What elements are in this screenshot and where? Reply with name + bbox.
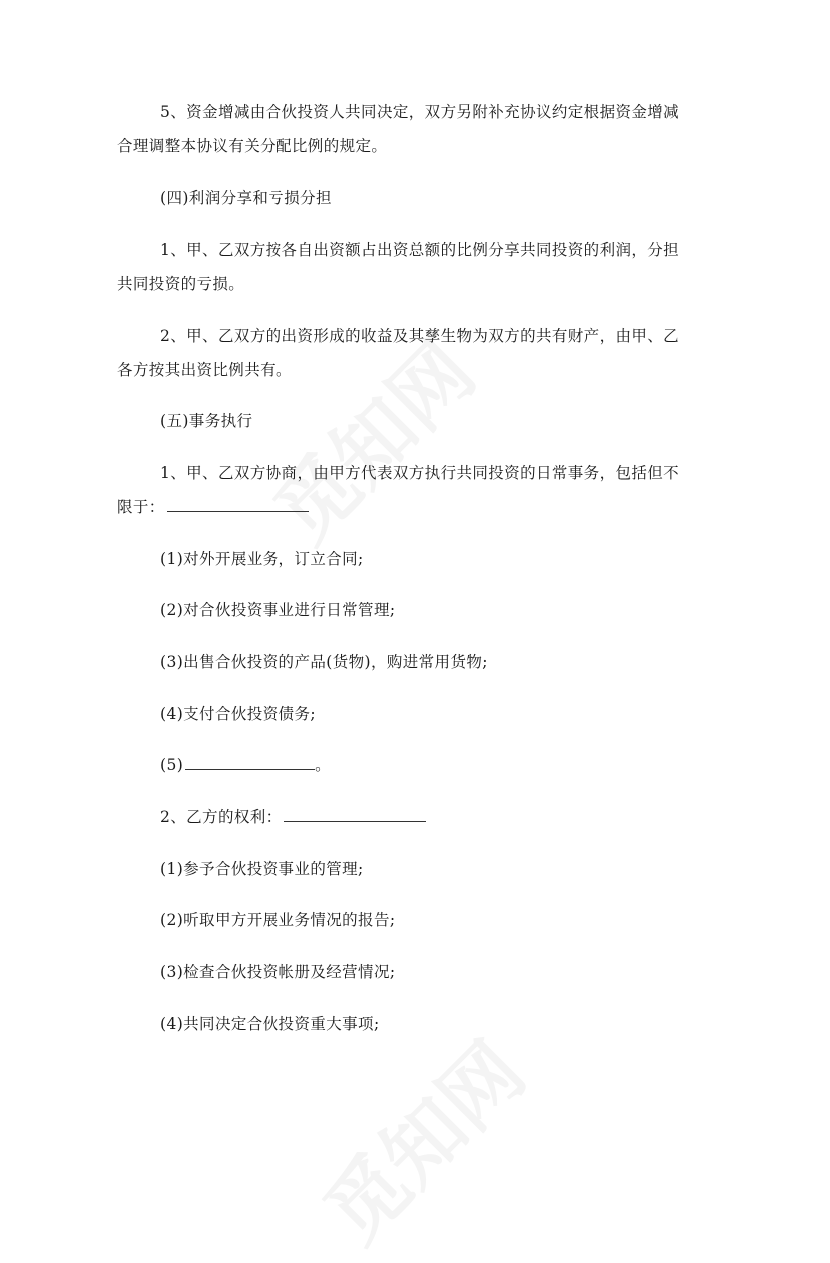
list-item: (4)共同决定合伙投资重大事项;: [160, 1015, 380, 1033]
fill-in-blank: [185, 755, 315, 770]
list-item: (4)支付合伙投资债务;: [160, 705, 316, 723]
paragraph-line: 5、资金增减由合伙投资人共同决定，双方另附补充协议约定根据资金增减: [160, 103, 680, 121]
list-item: (2)听取甲方开展业务情况的报告;: [160, 911, 396, 929]
section-heading: (四)利润分享和亏损分担: [160, 189, 332, 207]
list-item-text: (5): [160, 756, 184, 774]
paragraph-line: 1、甲、乙双方协商，由甲方代表双方执行共同投资的日常事务，包括但不: [160, 464, 680, 482]
paragraph-line: 各方按其出资比例共有。: [117, 361, 292, 379]
paragraph-line: [117, 497, 309, 517]
list-item-text: 。: [315, 756, 332, 774]
list-item: (3)出售合伙投资的产品(货物)，购进常用货物;: [160, 653, 488, 671]
list-item: (2)对合伙投资事业进行日常管理;: [160, 601, 396, 619]
paragraph-line: 1、甲、乙双方按各自出资额占出资总额的比例分享共同投资的利润，分担: [160, 241, 680, 259]
paragraph-line: 合理调整本协议有关分配比例的规定。: [117, 137, 388, 155]
paragraph-line: 2、甲、乙双方的出资形成的收益及其孳生物为双方的共有财产，由甲、乙: [160, 327, 680, 345]
section-heading: (五)事务执行: [160, 412, 253, 430]
paragraph-line: 共同投资的亏损。: [117, 275, 245, 293]
list-item: (1)对外开展业务，订立合同;: [160, 550, 364, 568]
watermark: [244, 312, 495, 563]
paragraph-text: 2、乙方的权利：: [160, 808, 282, 826]
paragraph-line: [160, 807, 426, 827]
list-item: (3)检查合伙投资帐册及经营情况;: [160, 963, 396, 981]
list-item: [160, 755, 331, 775]
fill-in-blank: [284, 807, 426, 822]
fill-in-blank: [167, 497, 309, 512]
paragraph-text: 限于：: [117, 498, 165, 516]
list-item: (1)参予合伙投资事业的管理;: [160, 860, 364, 878]
watermark: [294, 1012, 545, 1263]
